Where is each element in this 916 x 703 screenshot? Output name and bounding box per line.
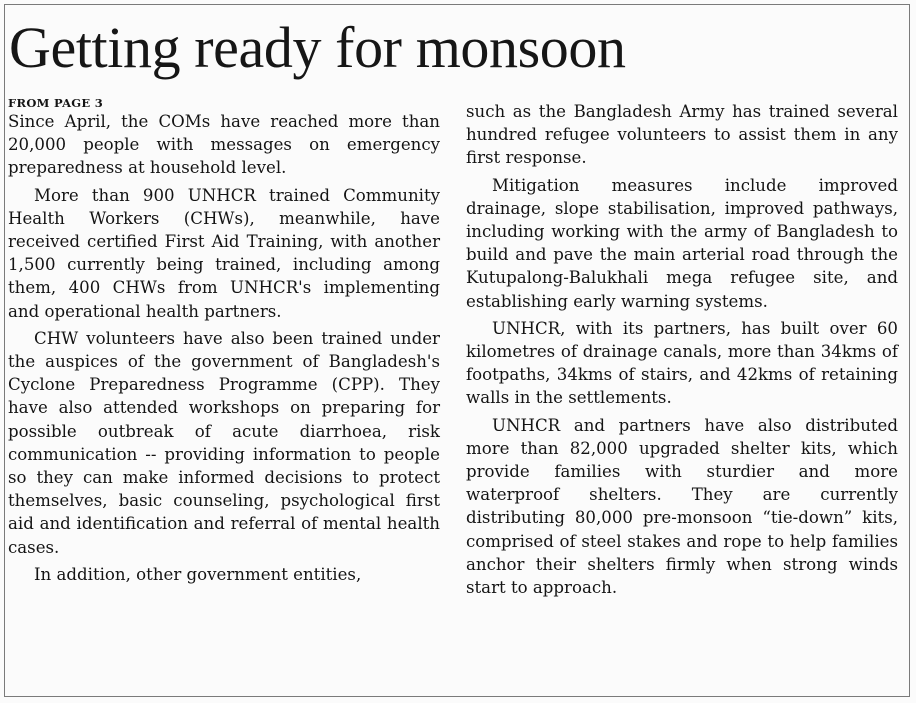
right-column	[466, 96, 898, 603]
paragraph: Since April, the COMs have reached more than 20,000 people with messages on emergency preparedness at household level.	[8, 112, 440, 178]
left-column	[8, 96, 440, 590]
headline: Getting ready for monsoon	[9, 15, 626, 80]
paragraph: More than 900 UNHCR trained Community Health Workers (CHWs), meanwhile, have received certified First Aid Training, with another 1,500 currently being trained, including among them, 400 CHWs from UNHCR's implementing and operational health partners.	[8, 185, 440, 321]
paragraph: UNHCR and partners have also distributed more than 82,000 upgraded shelter kits, which provide families with sturdier and more waterproof shelters. They are currently distributing 80,000 pre-monsoon “tie-down” kits, comprised of steel stakes and rope to help families anchor their shelters firmly when strong winds start to approach.	[466, 415, 898, 598]
paragraph: such as the Bangladesh Army has trained several hundred refugee volunteers to assist them in any first response.	[466, 102, 898, 168]
paragraph: UNHCR, with its partners, has built over 60 kilometres of drainage canals, more than 34kms of footpaths, 34kms of stairs, and 42kms of retaining walls in the settlements.	[466, 318, 898, 408]
paragraph: CHW volunteers have also been trained under the auspices of the government of Bangladesh's Cyclone Preparedness Programme (CPP). They have also attended workshops on preparing for possible outbreak of acute diarrhoea, risk communication -- providing information to people so they can make informed decisions to protect themselves, basic counseling, psychological first aid and identification and referral of mental health cases.	[8, 328, 440, 557]
continuation-label: FROM PAGE 3	[8, 96, 104, 110]
paragraph: Mitigation measures include improved drainage, slope stabilisation, improved pathways, including working with the army of Bangladesh to build and pave the main arterial road through the Kutupalong-Balukhali mega refugee site, and establishing early warning systems.	[466, 175, 898, 311]
paragraph: In addition, other government entities,	[34, 564, 362, 584]
